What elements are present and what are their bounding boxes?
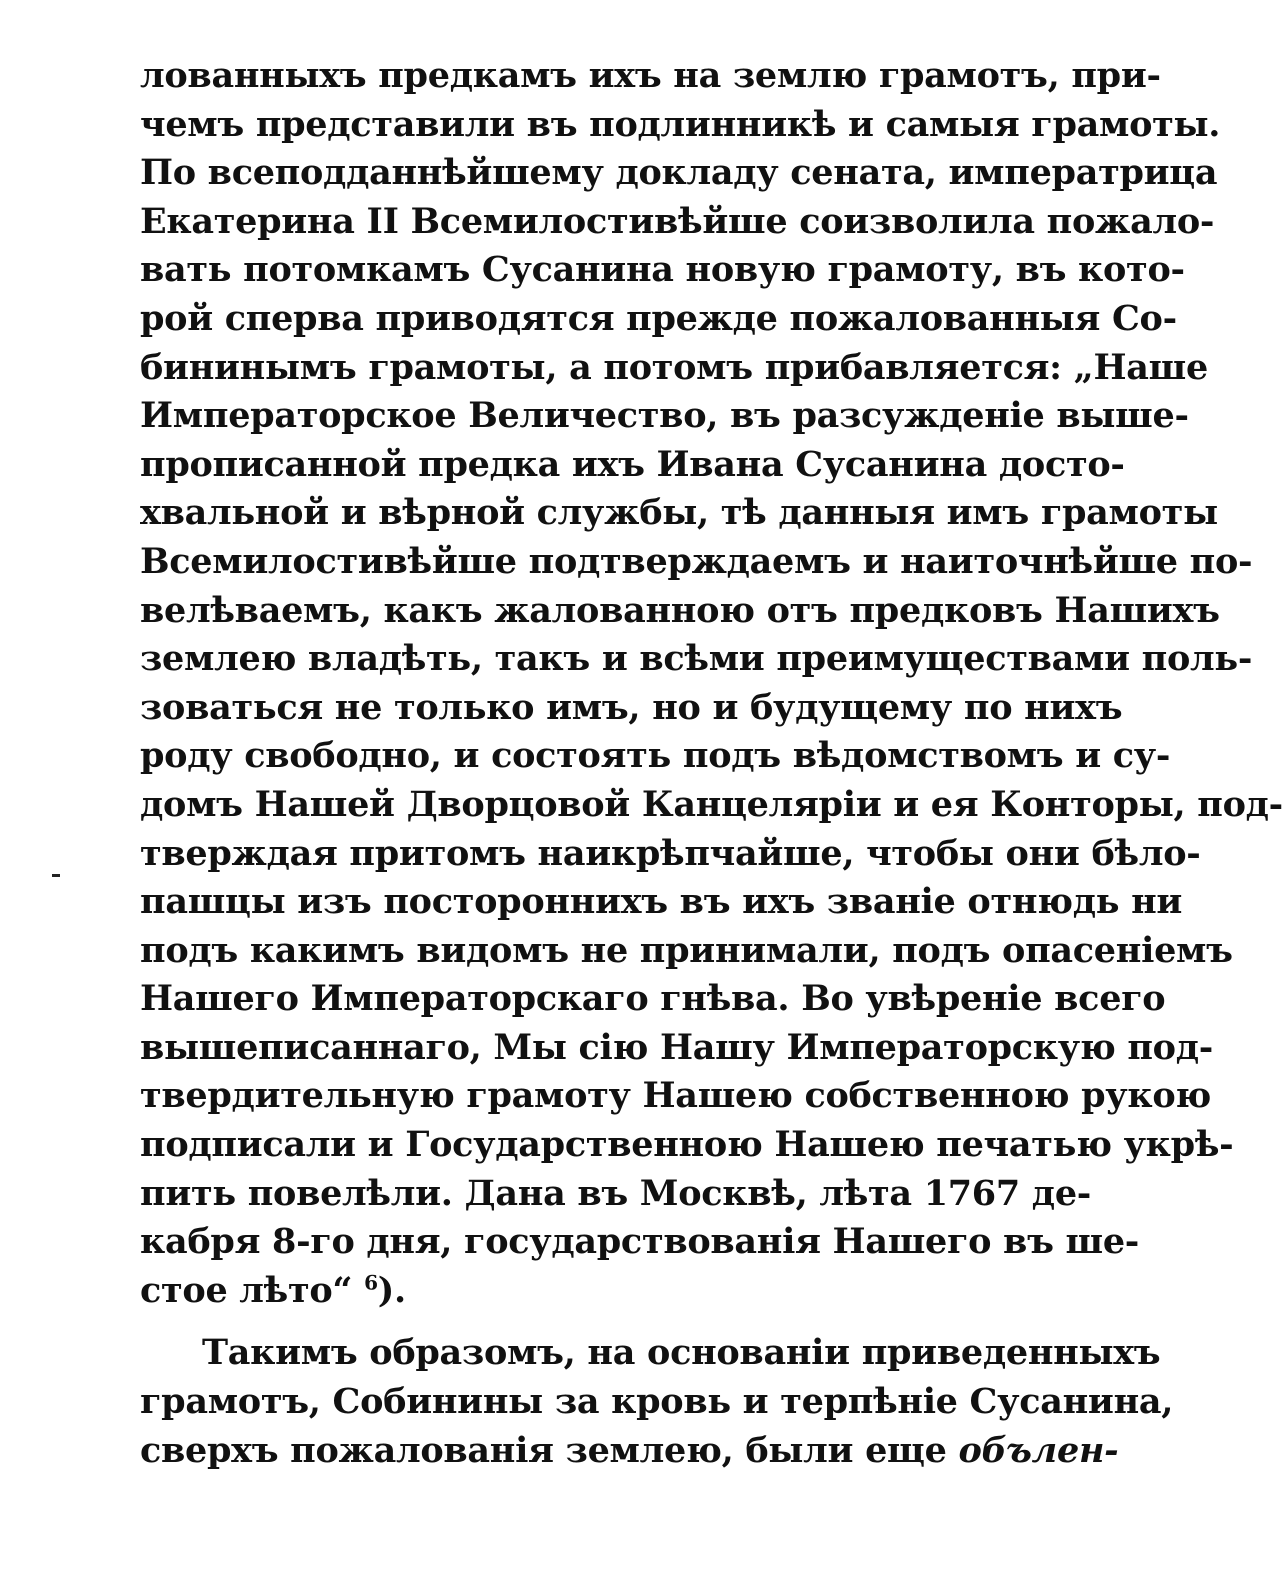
text-line: домъ Нашей Дворцовой Канцеляріи и ея Конторы, под-	[140, 783, 1283, 825]
text-line: Императорское Величество, въ разсужденіе выше-	[140, 395, 1189, 437]
text-line: лованныхъ предкамъ ихъ на землю грамотъ, при-	[140, 55, 1161, 96]
text-line: тверждая притомъ наикрѣпчайше, чтобы они бѣло-	[140, 832, 1201, 874]
final-line-text: сверхъ пожалованія землею, были еще	[140, 1429, 947, 1471]
text-line: прописанной предка ихъ Ивана Сусанина досто-	[140, 443, 1125, 485]
text-line: зоваться не только имъ, но и будущему по нихъ	[140, 686, 1123, 728]
text-line: Такимъ образомъ, на основаніи приведенныхъ	[202, 1332, 1161, 1374]
text-line: грамотъ, Собинины за кровь и терпѣніе Сусанина,	[140, 1381, 1174, 1423]
text-line-final	[140, 1427, 1119, 1476]
text-line: бининымъ грамоты, а потомъ прибавляется: „Наше	[140, 346, 1208, 388]
text-line: пашцы изъ постороннихъ въ ихъ званіе отнюдь ни	[140, 881, 1183, 923]
text-line: вышеписаннаго, Мы сію Нашу Императорскую под-	[140, 1026, 1213, 1068]
text-line: По всеподданнѣйшему докладу сената, императрица	[140, 152, 1218, 194]
text-line-final	[140, 1267, 1046, 1316]
text-line: хвальной и вѣрной службы, тѣ данныя имъ грамоты	[140, 492, 1218, 534]
text-line: подъ какимъ видомъ не принимали, подъ опасеніемъ	[140, 929, 1233, 971]
text-line: велѣваемъ, какъ жалованною отъ предковъ Нашихъ	[140, 589, 1220, 631]
text-line: Всемилостивѣйше подтверждаемъ и наиточнѣйше по-	[140, 540, 1253, 582]
text-line: кабря 8-го дня, государствованія Нашего въ ше-	[140, 1221, 1140, 1263]
text-line: подписали и Государственною Нашею печатью укрѣ-	[140, 1124, 1234, 1166]
body-text	[140, 52, 1283, 1475]
text-line: чемъ представили въ подлинникѣ и самыя грамоты.	[140, 103, 1221, 145]
paragraph-2	[140, 1329, 1174, 1475]
text-line: Нашего Императорскаго гнѣва. Во увѣреніе всего	[140, 978, 1166, 1020]
text-line: землею владѣть, такъ и всѣми преимуществами поль-	[140, 638, 1253, 680]
footnote-ref[interactable]: 6	[364, 1270, 378, 1295]
final-line-tail: ).	[377, 1269, 406, 1311]
text-line: вать потомкамъ Сусанина новую грамоту, въ кото-	[140, 249, 1185, 291]
italic-word: обълен-	[958, 1429, 1119, 1471]
text-line: твердительную грамоту Нашею собственною рукою	[140, 1075, 1211, 1117]
text-line: пить повелѣли. Дана въ Москвѣ, лѣта 1767 де-	[140, 1172, 1092, 1214]
final-line-text: стое лѣто“	[140, 1269, 353, 1311]
margin-mark	[52, 874, 60, 877]
paragraph-1	[140, 52, 1283, 1315]
text-line: рой сперва приводятся прежде пожалованныя Со-	[140, 297, 1177, 339]
text-line: роду свободно, и состоять подъ вѣдомствомъ и су-	[140, 735, 1171, 777]
text-line: Екатерина II Всемилостивѣйше соизволила пожало-	[140, 200, 1215, 242]
